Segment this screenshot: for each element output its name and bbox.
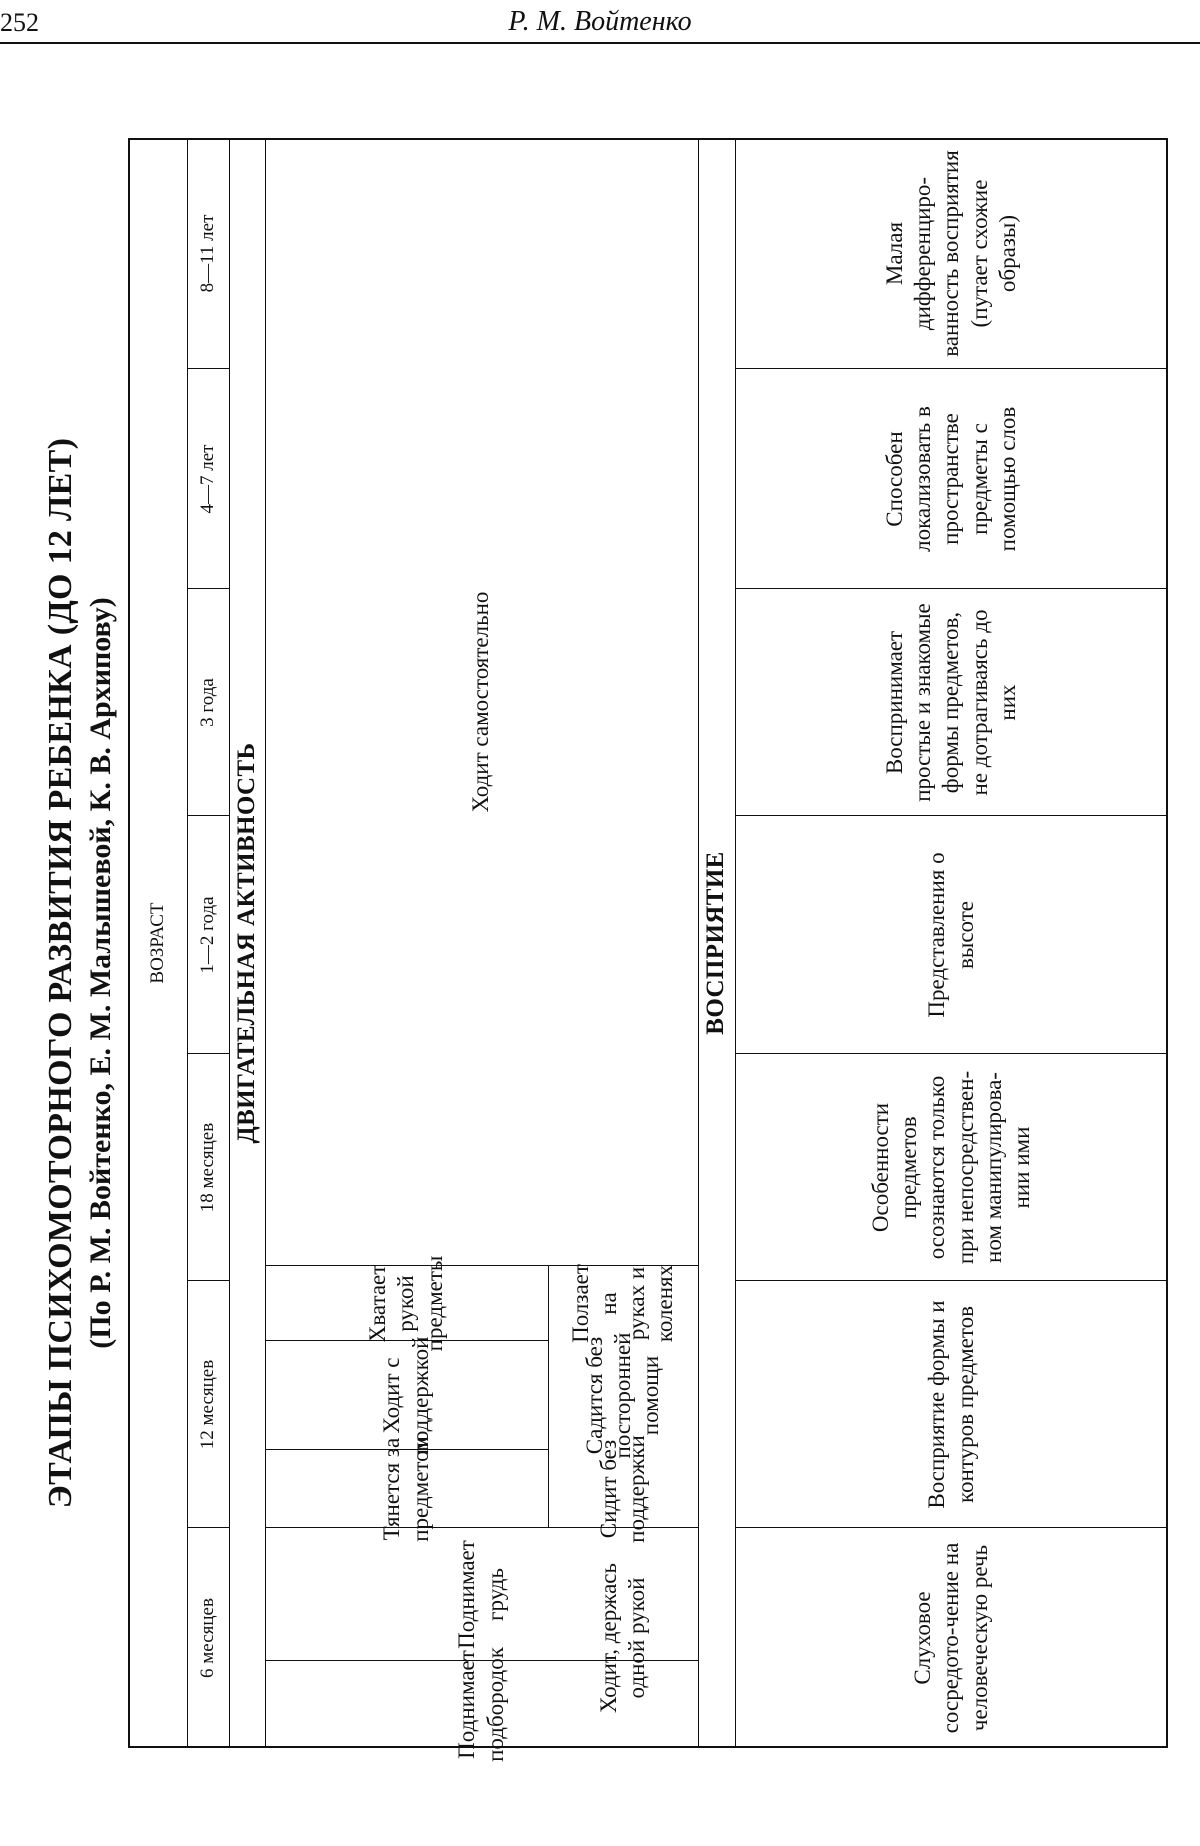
page-number: 252: [0, 8, 39, 37]
perception-3-years: Воспринимает простые и знакомые формы предметов, не дотрагиваясь до них: [882, 603, 1020, 802]
age-6-months: 6 месяцев: [197, 1598, 219, 1678]
motor-6m-item: Тянется за предметом: [379, 1436, 433, 1542]
perception-18-months: Особенности предметов осознаются только при непосредствен-ном манипулирова-нии ими: [868, 1070, 1034, 1265]
motor-6m-item: Поднимает подбородок: [454, 1647, 508, 1762]
age-12-months: 12 месяцев: [197, 1359, 219, 1450]
age-18-months: 18 месяцев: [197, 1122, 219, 1213]
age-header: ВОЗРАСТ: [146, 902, 168, 984]
age-1-2-years: 1—2 года: [197, 896, 219, 974]
age-4-7-years: 4—7 лет: [197, 444, 219, 514]
section-motor-activity: ДВИГАТЕЛЬНАЯ АКТИВНОСТЬ: [232, 742, 260, 1144]
section-perception: ВОСПРИЯТИЕ: [702, 851, 730, 1035]
motor-6m-item: Хватает рукой предметы: [365, 1255, 447, 1352]
perception-8-11-years: Малая дифференциро-ванность восприятия (путает схожие образы): [882, 150, 1020, 357]
age-8-11-years: 8—11 лет: [197, 214, 219, 293]
perception-4-7-years: Способен локализовать в пространстве предметы с помощью слов: [882, 406, 1020, 552]
perception-1-2-years: Представления о высоте: [924, 852, 978, 1018]
perception-6-months: Слуховое сосредото-чение на человеческую речь: [910, 1542, 992, 1734]
page-subtitle: (По Р. М. Войтенко, Е. М. Малышевой, К. В. Архипову): [84, 597, 117, 1349]
motor-6m-item: Ходит с поддержкой: [379, 1336, 433, 1455]
header-rule: [0, 42, 1200, 44]
motor-12m-item: Ходит, держась одной рукой: [595, 1562, 649, 1714]
perception-12-months: Восприятие формы и контуров предметов: [924, 1300, 978, 1509]
age-3-years: 3 года: [197, 678, 219, 727]
motor-walks-independently: Ходит самостоятельно: [468, 591, 494, 813]
motor-12m-item: Сидит без поддержки: [595, 1435, 649, 1543]
motor-12m-item: Ползает на руках и коленях: [567, 1264, 678, 1343]
page-title: ЭТАПЫ ПСИХОМОТОРНОГО РАЗВИТИЯ РЕБЕНКА (ДО 12 ЛЕТ): [42, 437, 79, 1509]
motor-6m-item: Поднимает грудь: [454, 1540, 508, 1649]
motor-12m-item: Садится без посторонней помощи: [581, 1332, 664, 1459]
running-header-author: Р. М. Войтенко: [508, 6, 692, 37]
rotated-page: [0, 100, 1200, 1846]
